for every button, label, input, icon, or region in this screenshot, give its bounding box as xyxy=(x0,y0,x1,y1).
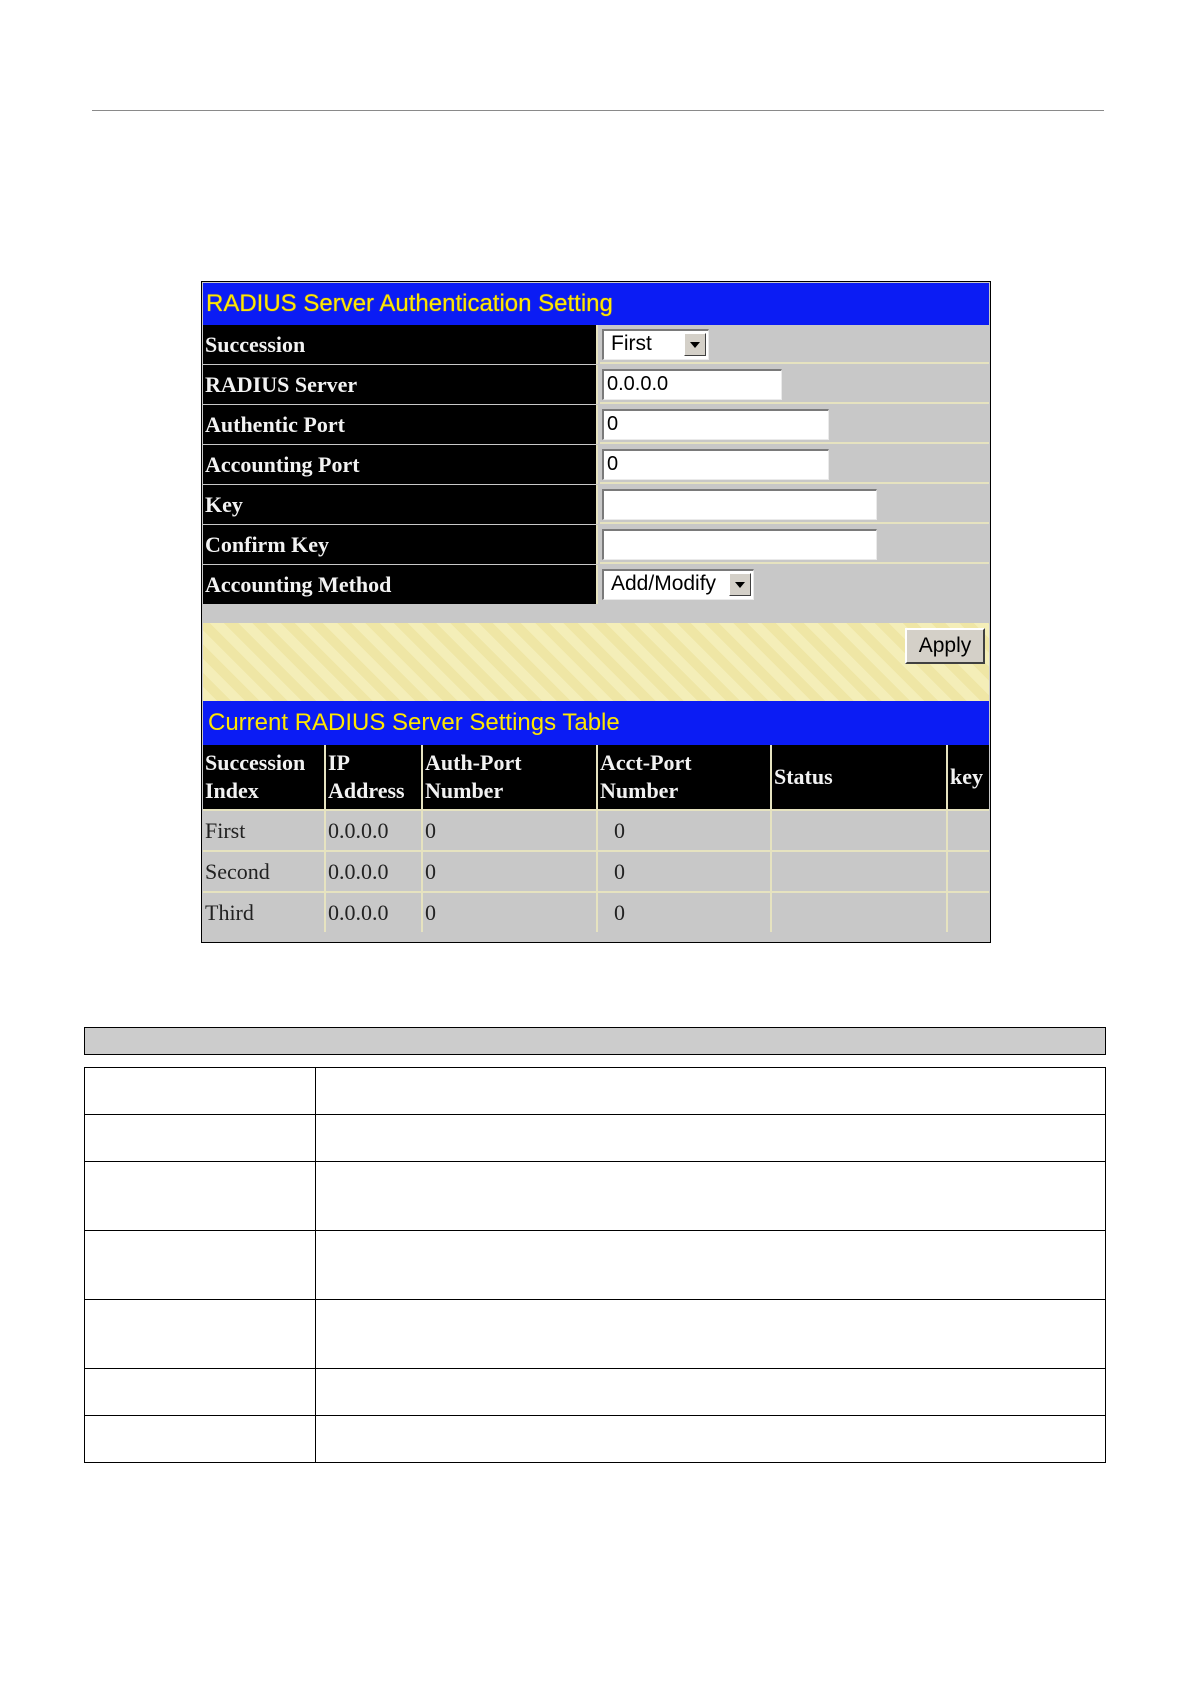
page-header-rule xyxy=(92,110,1104,111)
accounting-method-selected-value: Add/Modify xyxy=(611,572,717,595)
form-row-key xyxy=(203,485,989,525)
form-row-confirm-key xyxy=(203,525,989,565)
col-header-status: Status xyxy=(771,745,947,810)
cell-ip: 0.0.0.0 xyxy=(325,851,422,892)
desc-row xyxy=(85,1300,1106,1369)
cell-status xyxy=(771,810,947,851)
chevron-down-icon[interactable] xyxy=(729,573,751,596)
confirm-key-value-cell xyxy=(600,525,989,564)
apply-area xyxy=(203,623,989,701)
accounting-port-label: Accounting Port xyxy=(203,445,598,484)
confirm-key-input[interactable] xyxy=(602,529,877,560)
col-header-key: key xyxy=(947,745,989,810)
radius-server-label: RADIUS Server xyxy=(203,365,598,404)
cell-acct-port: 0 xyxy=(597,810,771,851)
table-row xyxy=(203,851,989,892)
cell-succession: Third xyxy=(203,892,325,932)
desc-row xyxy=(85,1068,1106,1115)
col-header-succession-index: Succession Index xyxy=(203,745,325,810)
cell-auth-port: 0 xyxy=(422,851,597,892)
cell-auth-port: 0 xyxy=(422,810,597,851)
radius-server-input[interactable]: 0.0.0.0 xyxy=(602,369,782,400)
cell-succession: First xyxy=(203,810,325,851)
description-table xyxy=(84,1067,1106,1463)
form-row-accounting-port xyxy=(203,445,989,485)
cell-status xyxy=(771,892,947,932)
succession-value-cell xyxy=(600,325,989,364)
radius-settings-panel xyxy=(201,281,991,943)
radius-server-value-cell xyxy=(600,365,989,404)
form-row-radius-server xyxy=(203,365,989,405)
key-value-cell xyxy=(600,485,989,524)
col-header-auth-port: Auth-Port Number xyxy=(422,745,597,810)
cell-succession: Second xyxy=(203,851,325,892)
form-row-accounting-method xyxy=(203,565,989,605)
succession-label: Succession xyxy=(203,325,598,364)
form-row-succession xyxy=(203,325,989,365)
desc-row xyxy=(85,1231,1106,1300)
cell-key xyxy=(947,892,989,932)
settings-table-title: Current RADIUS Server Settings Table xyxy=(203,701,989,745)
key-label: Key xyxy=(203,485,598,524)
desc-row xyxy=(85,1416,1106,1463)
desc-row xyxy=(85,1162,1106,1231)
apply-button[interactable]: Apply xyxy=(905,628,985,664)
authentic-port-value-cell xyxy=(600,405,989,444)
table-header-row xyxy=(203,745,989,810)
cell-acct-port: 0 xyxy=(597,851,771,892)
authentic-port-input[interactable]: 0 xyxy=(602,409,829,440)
succession-selected-value: First xyxy=(611,332,652,355)
accounting-method-select[interactable] xyxy=(602,569,754,600)
cell-key xyxy=(947,851,989,892)
accounting-port-input[interactable]: 0 xyxy=(602,449,829,480)
key-input[interactable] xyxy=(602,489,877,520)
auth-setting-title: RADIUS Server Authentication Setting xyxy=(203,283,989,325)
chevron-down-icon[interactable] xyxy=(684,333,706,356)
col-header-acct-port: Acct-Port Number xyxy=(597,745,771,810)
radius-settings-table xyxy=(203,745,989,932)
desc-row xyxy=(85,1115,1106,1162)
table-row xyxy=(203,892,989,932)
cell-key xyxy=(947,810,989,851)
form-row-authentic-port xyxy=(203,405,989,445)
cell-acct-port: 0 xyxy=(597,892,771,932)
col-header-ip-address: IP Address xyxy=(325,745,422,810)
cell-ip: 0.0.0.0 xyxy=(325,810,422,851)
confirm-key-label: Confirm Key xyxy=(203,525,598,564)
description-table-header xyxy=(84,1027,1106,1055)
cell-auth-port: 0 xyxy=(422,892,597,932)
authentic-port-label: Authentic Port xyxy=(203,405,598,444)
accounting-method-value-cell xyxy=(600,565,989,604)
accounting-port-value-cell xyxy=(600,445,989,484)
cell-status xyxy=(771,851,947,892)
table-row xyxy=(203,810,989,851)
succession-select[interactable] xyxy=(602,329,709,360)
cell-ip: 0.0.0.0 xyxy=(325,892,422,932)
desc-row xyxy=(85,1369,1106,1416)
accounting-method-label: Accounting Method xyxy=(203,565,598,604)
